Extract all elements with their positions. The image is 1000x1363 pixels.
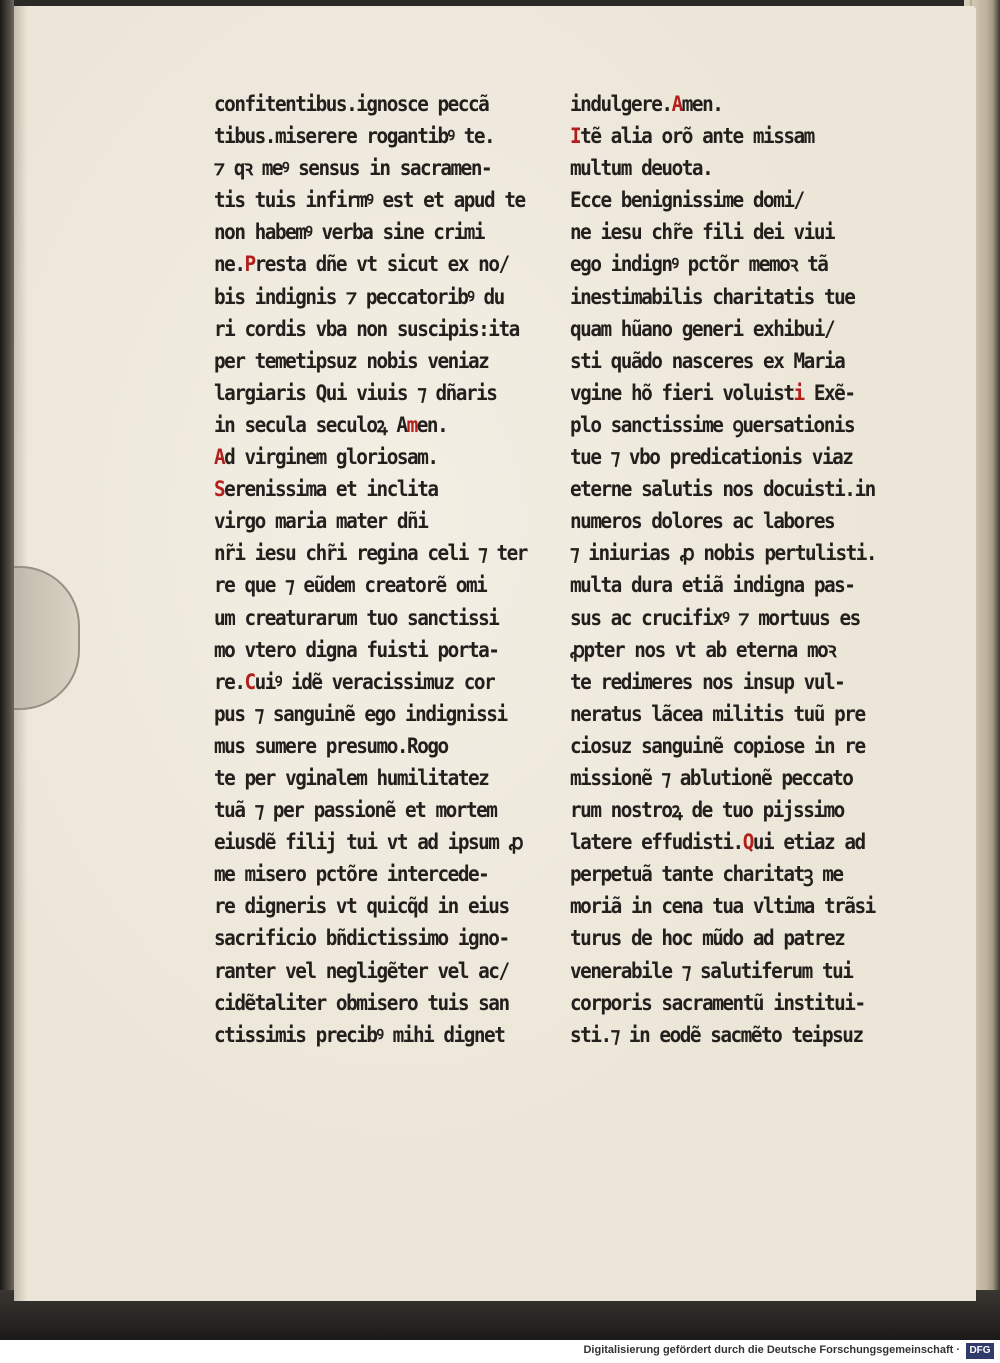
left-column-line: in secula seculoꝝ Amen. — [214, 412, 448, 437]
right-column-line: perpetuã tante charitatꝫ me — [570, 862, 843, 887]
right-column-line: eterne salutis nos docuisti.in — [570, 477, 875, 502]
right-column-line: sti.⁊ in eodẽ sacmẽto teipsuz — [570, 1022, 863, 1047]
book-page — [14, 6, 976, 1301]
left-column-line: te per vginalem humilitatez — [214, 765, 489, 790]
right-column-line: sus ac crucifixꝰ ⁊ mortuus es — [570, 605, 860, 630]
left-column-line: ne.Presta dñe vt sicut ex no/ — [214, 252, 509, 277]
right-column-line: Ecce benignissime domi/ — [570, 188, 804, 213]
right-column-line: ne iesu chr̃e fili dei viui — [570, 220, 835, 245]
left-column-line: ctissimis precibꝰ mihi dignet — [214, 1022, 505, 1047]
right-column-line: rum nostroꝝ de tuo pijssimo — [570, 798, 844, 823]
left-column-line: um creaturarum tuo sanctissi — [214, 605, 499, 630]
right-column-line: missionẽ ⁊ ablutionẽ peccato — [570, 765, 853, 790]
left-column-line: pus ⁊ sanguinẽ ego indignissi — [214, 701, 507, 726]
page-clip-icon — [14, 566, 80, 710]
right-column-line: indulgere.Amen. — [570, 92, 723, 116]
left-column-line: re que ⁊ eũdem creatorẽ omi — [214, 573, 487, 598]
right-column-line: tue ⁊ vbo predicationis viaz — [570, 445, 853, 470]
left-column-line: ranter vel negligẽter vel ac/ — [214, 958, 509, 983]
left-column-line: re digneris vt quicq̃d in eius — [214, 894, 509, 919]
right-column-line: turus de hoc mũdo ad patrez — [570, 926, 845, 951]
right-column-line: te redimeres nos insup vul- — [570, 669, 845, 694]
left-column-line: Ad virginem gloriosam. — [214, 445, 438, 470]
right-column-line: vgine hõ fieri voluisti Exẽ- — [570, 380, 855, 405]
right-column-line: inestimabilis charitatis tue — [570, 284, 855, 309]
left-column-line: confitentibus.ignosce peccã — [214, 92, 489, 116]
left-column-line: sacrificio bñdictissimo igno- — [214, 926, 509, 951]
left-column-line: eiusdẽ filij tui vt ad ipsum ꝓ — [214, 830, 523, 855]
left-column-line: virgo maria mater dñi — [214, 509, 428, 534]
right-column-line: latere effudisti.Qui etiaz ad — [570, 830, 865, 855]
left-column-line: re.Cuiꝰ idẽ veracissimuz cor — [214, 669, 495, 694]
footer-bar — [0, 1340, 1000, 1363]
left-column-line: me misero pctõre intercede- — [214, 862, 489, 887]
left-column-line: ri cordis vba non suscipis:ita — [214, 316, 519, 341]
left-column-line: mus sumere presumo.Rogo — [214, 733, 448, 758]
right-column-line: ꝓpter nos vt ab eterna moꝛ — [570, 637, 836, 662]
right-column-line: quam hũano generi exhibui/ — [570, 316, 835, 341]
book-spine-edge — [0, 0, 14, 1330]
right-column-line: multa dura etiã indigna pas- — [570, 573, 855, 598]
left-column-line: cidẽtaliter obmisero tuis san — [214, 990, 509, 1015]
right-column-line: moriã in cena tua vltima trãsi — [570, 894, 875, 919]
right-column-line: multum deuota. — [570, 156, 713, 181]
right-column-line: neratus lãcea militis tuũ pre — [570, 701, 865, 726]
right-column-line: corporis sacramentũ institui- — [570, 990, 865, 1015]
left-column-line: mo vtero digna fuisti porta- — [214, 637, 499, 662]
left-column-line: tis tuis infirmꝰ est et apud te — [214, 188, 525, 213]
dfg-logo-icon: DFG — [966, 1343, 994, 1359]
left-column-line: ⁊ qꝛ meꝰ sensus in sacramen- — [214, 156, 492, 181]
right-column-line: ciosuz sanguinẽ copiose in re — [570, 733, 865, 758]
right-column-line: venerabile ⁊ salutiferum tui — [570, 958, 853, 983]
right-column-line: ⁊ iniurias ꝓ nobis pertulisti. — [570, 541, 877, 566]
right-column-line: numeros dolores ac labores — [570, 509, 835, 534]
right-column-line: plo sanctissime ꝯuersationis — [570, 412, 855, 437]
right-column-line: ego indignꝰ pctõr memoꝛ tã — [570, 252, 828, 277]
right-column-line: Itẽ alia orõ ante missam — [570, 124, 814, 149]
right-column-line: sti quãdo nasceres ex Maria — [570, 348, 845, 373]
left-text-column — [214, 88, 554, 1051]
footer-credit: Digitalisierung gefördert durch die Deutsche Forschungsgemeinschaft · — [583, 1344, 960, 1356]
left-column-line: bis indignis ⁊ peccatoribꝰ du — [214, 284, 504, 309]
left-column-line: nr̃i iesu chr̃i regina celi ⁊ ter — [214, 541, 527, 566]
right-text-column — [570, 88, 900, 1051]
left-column-line: tibus.miserere rogantibꝰ te. — [214, 124, 495, 149]
left-column-line: non habemꝰ verba sine crimi — [214, 220, 485, 245]
left-column-line: tuã ⁊ per passionẽ et mortem — [214, 798, 497, 823]
left-column-line: Serenissima et inclita — [214, 477, 438, 502]
left-column-line: per temetipsuz nobis veniaz — [214, 348, 489, 373]
left-column-line: largiaris Qui viuis ⁊ dñaris — [214, 380, 497, 405]
